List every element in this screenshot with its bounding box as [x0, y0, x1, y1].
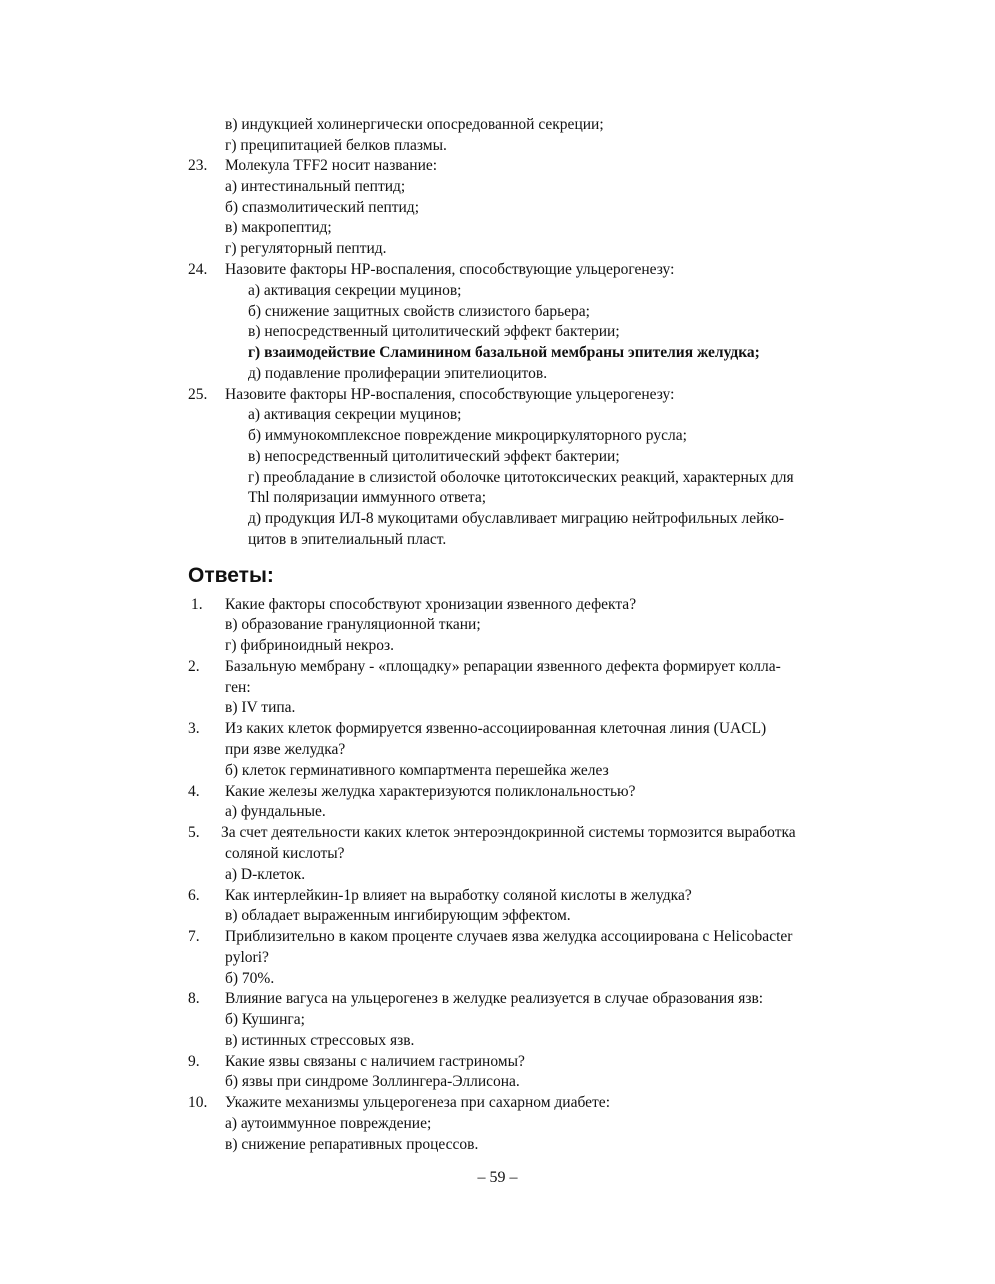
question-number: 25. [188, 386, 208, 403]
option-line: а) активация секреции муцинов; [248, 282, 462, 299]
answer-line: в) образование грануляционной ткани; [225, 616, 481, 633]
answer-number: 4. [188, 783, 200, 800]
option-line: г) регуляторный пептид. [225, 240, 387, 257]
answer-line: а) фундальные. [225, 803, 326, 820]
option-line: Thl поляризации иммунного ответа; [248, 489, 487, 506]
option-line: а) интестинальный пептид; [225, 178, 406, 195]
answer-line: г) фибриноидный некроз. [225, 637, 394, 654]
option-line: а) активация секреции муцинов; [248, 406, 462, 423]
answer-number: 2. [188, 658, 200, 675]
answer-question: Приблизительно в каком проценте случаев язва желудка ассоциирована с Helicobacter [225, 928, 793, 945]
answer-question: Базальную мембрану - «площадку» репарации язвенного дефекта формирует колла- [225, 658, 781, 675]
answer-number: 1. [191, 596, 203, 613]
answers-heading: Ответы: [188, 564, 274, 587]
answer-question: соляной кислоты? [225, 845, 345, 862]
answer-line: б) клеток герминативного компартмента перешейка желез [225, 762, 609, 779]
answer-number: 3. [188, 720, 200, 737]
answer-number: 6. [188, 887, 200, 904]
answer-number: 8. [188, 990, 200, 1007]
answer-line: б) Кушинга; [225, 1011, 305, 1028]
answer-question: Как интерлейкин-1p влияет на выработку соляной кислоты в желудка? [225, 887, 692, 904]
answer-question: Укажите механизмы ульцерогенеза при сахарном диабете: [225, 1094, 610, 1111]
answer-question: За счет деятельности каких клеток энтероэндокринной системы тормозится выработка [221, 824, 796, 841]
question-text: Молекула TFF2 носит название: [225, 157, 438, 174]
answer-question: Какие железы желудка характеризуются поликлональностью? [225, 783, 636, 800]
answer-number: 7. [188, 928, 200, 945]
option-line: б) иммунокомплексное повреждение микроциркуляторного русла; [248, 427, 687, 444]
option-line: д) продукция ИЛ-8 мукоцитами обуславливает миграцию нейтрофильных лейко- [248, 510, 785, 527]
option-line: цитов в эпителиальный пласт. [248, 531, 447, 548]
answer-question: ген: [225, 679, 251, 696]
answer-question: при язве желудка? [225, 741, 346, 758]
option-line: в) индукцией холинергически опосредованной секреции; [225, 116, 604, 133]
option-line: б) спазмолитический пептид; [225, 199, 419, 216]
question-text: Назовите факторы НР-воспаления, способствующие ульцерогенезу: [225, 386, 675, 403]
option-line-highlighted: г) взаимодействие Сламинином базальной мембраны эпителия желудка; [248, 344, 760, 361]
answer-question: Влияние вагуса на ульцерогенез в желудке реализуется в случае образования язв: [225, 990, 764, 1007]
question-number: 24. [188, 261, 208, 278]
question-text: Назовите факторы НР-воспаления, способствующие ульцерогенезу: [225, 261, 675, 278]
option-line: в) непосредственный цитолитический эффект бактерии; [248, 448, 620, 465]
answer-number: 10. [188, 1094, 208, 1111]
answer-line: в) обладает выраженным ингибирующим эффектом. [225, 907, 571, 924]
answer-question: Какие язвы связаны с наличием гастриномы? [225, 1053, 525, 1070]
answer-line: а) D-клеток. [225, 866, 306, 883]
answer-number: 5. [188, 824, 200, 841]
answer-line: а) аутоиммунное повреждение; [225, 1115, 432, 1132]
option-line: в) макропептид; [225, 219, 332, 236]
answer-line: в) истинных стрессовых язв. [225, 1032, 415, 1049]
answer-question: Какие факторы способствуют хронизации язвенного дефекта? [225, 596, 637, 613]
answer-line: в) IV типа. [225, 699, 296, 716]
answer-question: pylori? [225, 949, 269, 966]
option-line: г) преобладание в слизистой оболочке цитотоксических реакций, характерных для [248, 469, 794, 486]
answer-question: Из каких клеток формируется язвенно-ассоциированная клеточная линия (UACL) [225, 720, 767, 737]
page-number: – 59 – [477, 1169, 518, 1186]
answer-line: б) язвы при синдроме Золлингера-Эллисона. [225, 1073, 520, 1090]
answer-line: б) 70%. [225, 970, 275, 987]
answer-line: в) снижение репаративных процессов. [225, 1136, 479, 1153]
option-line: в) непосредственный цитолитический эффект бактерии; [248, 323, 620, 340]
answer-number: 9. [188, 1053, 200, 1070]
option-line: б) снижение защитных свойств слизистого барьера; [248, 303, 590, 320]
option-line: г) преципитацией белков плазмы. [225, 137, 447, 154]
question-number: 23. [188, 157, 208, 174]
option-line: д) подавление пролиферации эпителиоцитов. [248, 365, 548, 382]
